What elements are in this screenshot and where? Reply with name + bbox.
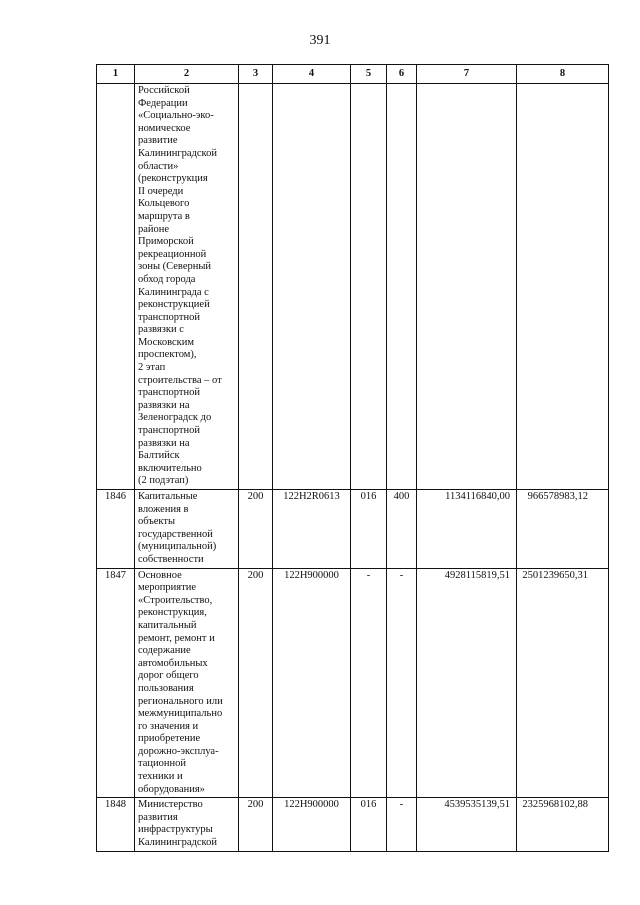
code-cell: 200 <box>239 568 273 798</box>
column-header: 4 <box>273 65 351 84</box>
row-number-cell: 1846 <box>97 490 135 569</box>
amount-cell: 4928115819,51 <box>417 568 517 798</box>
description-cell: Капитальные вложения в объекты государственной (муниципальной) собственности <box>135 490 239 569</box>
ministry-code-cell: - <box>351 568 387 798</box>
expense-type-cell: 400 <box>387 490 417 569</box>
column-header: 2 <box>135 65 239 84</box>
code-cell: 200 <box>239 490 273 569</box>
target-article-cell: 122H900000 <box>273 568 351 798</box>
column-header: 6 <box>387 65 417 84</box>
column-header: 8 <box>517 65 609 84</box>
table-row <box>97 84 609 490</box>
row-number-cell: 1847 <box>97 568 135 798</box>
page-number: 391 <box>309 33 331 48</box>
description-cell: Российской Федерации «Социально-эко- номическое развитие Калининградской области» (реконструкция II очереди Кольцевого маршрута в районе Приморской рекреационной зоны (Северный обход города Калининграда с реконструкцией транспортной развязки с Московским проспектом), 2 этап строительства – от транспортной развязки на Зеленоградск до транспортной развязки на Балтийск включительно (2 подэтап) <box>135 84 239 490</box>
column-header: 1 <box>97 65 135 84</box>
target-article-cell: 122H2R0613 <box>273 490 351 569</box>
ministry-code-cell: 016 <box>351 490 387 569</box>
target-article-cell <box>273 84 351 490</box>
row-number-cell: 1848 <box>97 798 135 851</box>
header-row <box>97 65 609 84</box>
target-article-cell: 122H900000 <box>273 798 351 851</box>
ministry-code-cell <box>351 84 387 490</box>
description-cell: Министерство развития инфраструктуры Калининградской <box>135 798 239 851</box>
code-cell: 200 <box>239 798 273 851</box>
amount-cell <box>517 84 609 490</box>
expense-type-cell: - <box>387 798 417 851</box>
table-row <box>97 798 609 851</box>
expense-type-cell <box>387 84 417 490</box>
ministry-code-cell: 016 <box>351 798 387 851</box>
column-header: 7 <box>417 65 517 84</box>
amount-cell: 2325968102,88 <box>517 798 609 851</box>
expense-type-cell: - <box>387 568 417 798</box>
amount-cell: 2501239650,31 <box>517 568 609 798</box>
amount-cell: 966578983,12 <box>517 490 609 569</box>
table-row <box>97 490 609 569</box>
column-header: 5 <box>351 65 387 84</box>
budget-table <box>96 64 609 852</box>
description-cell: Основное мероприятие «Строительство, реконструкция, капитальный ремонт, ремонт и содержание автомобильных дорог общего пользования регионального или межмуниципально го значения и приобретение дорожно-эксплуа- тационной техники и оборудования» <box>135 568 239 798</box>
row-number-cell <box>97 84 135 490</box>
amount-cell: 4539535139,51 <box>417 798 517 851</box>
column-header: 3 <box>239 65 273 84</box>
code-cell <box>239 84 273 490</box>
amount-cell <box>417 84 517 490</box>
table-row <box>97 568 609 798</box>
amount-cell: 1134116840,00 <box>417 490 517 569</box>
